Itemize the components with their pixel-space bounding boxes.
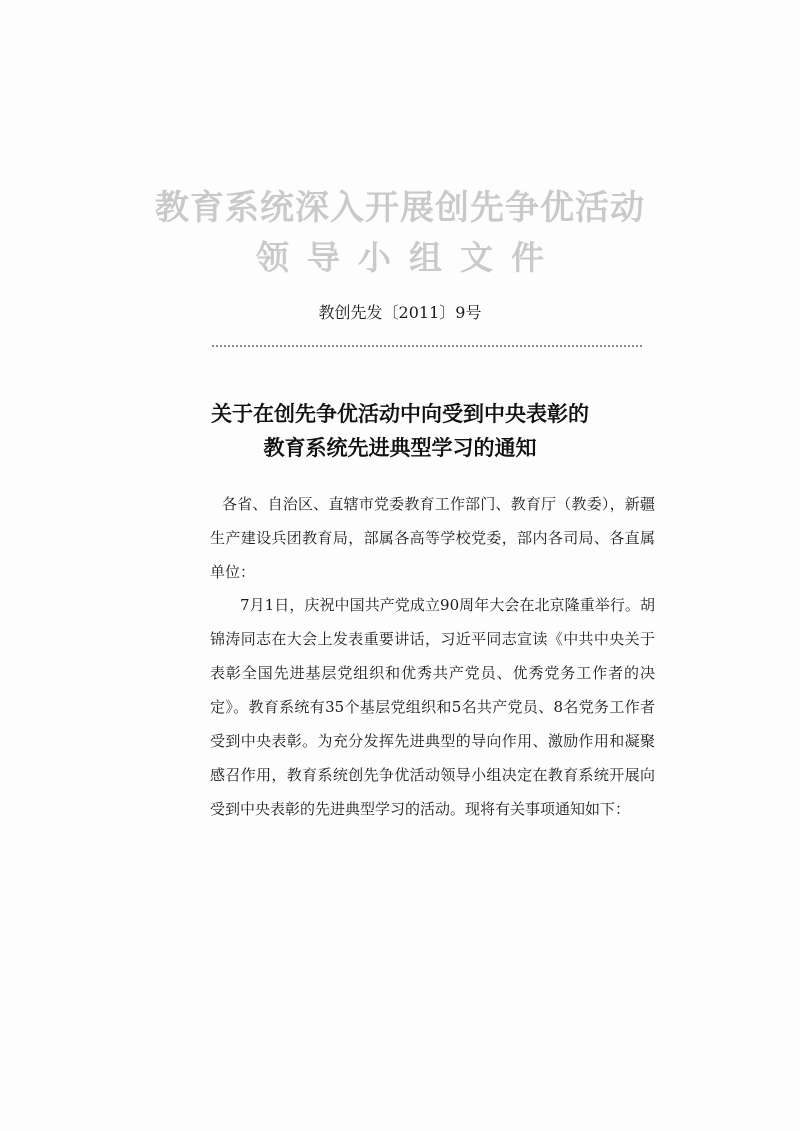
document-type-header: 领导小组文件 bbox=[256, 238, 562, 277]
salutation-block bbox=[210, 487, 655, 589]
salutation-text: 各省、自治区、直辖市党委教育工作部门、教育厅（教委），新疆生产建设兵团教育局，部属各高等学校党委，部内各司局、各直属单位： bbox=[210, 495, 655, 581]
document-title-line-2: 教育系统先进典型学习的通知 bbox=[263, 435, 537, 460]
document-number: 教创先发〔2011〕9号 bbox=[318, 303, 482, 322]
document-title-line-1: 关于在创先争优活动中向受到中央表彰的 bbox=[211, 401, 589, 426]
body-paragraph-1: 7月1日，庆祝中国共产党成立90周年大会在北京隆重举行。胡锦涛同志在大会上发表重要讲话，习近平同志宣读《中共中央关于表彰全国先进基层党组织和优秀共产党员、优秀党务工作者的决定》。教育系统有35个基层党组织和5名共产党员、8名党务工作者受到中央表彰。为充分发挥先进典型的导向作用、激励作用和凝聚感召作用，教育系统创先争优活动领导小组决定在教育系统开展向受到中央表彰的先进典型学习的活动。现将有关事项通知如下： bbox=[210, 596, 655, 818]
issuing-organization-header: 教育系统深入开展创先争优活动 bbox=[155, 188, 645, 228]
body-paragraph-block bbox=[210, 588, 655, 826]
header-divider bbox=[212, 345, 642, 347]
